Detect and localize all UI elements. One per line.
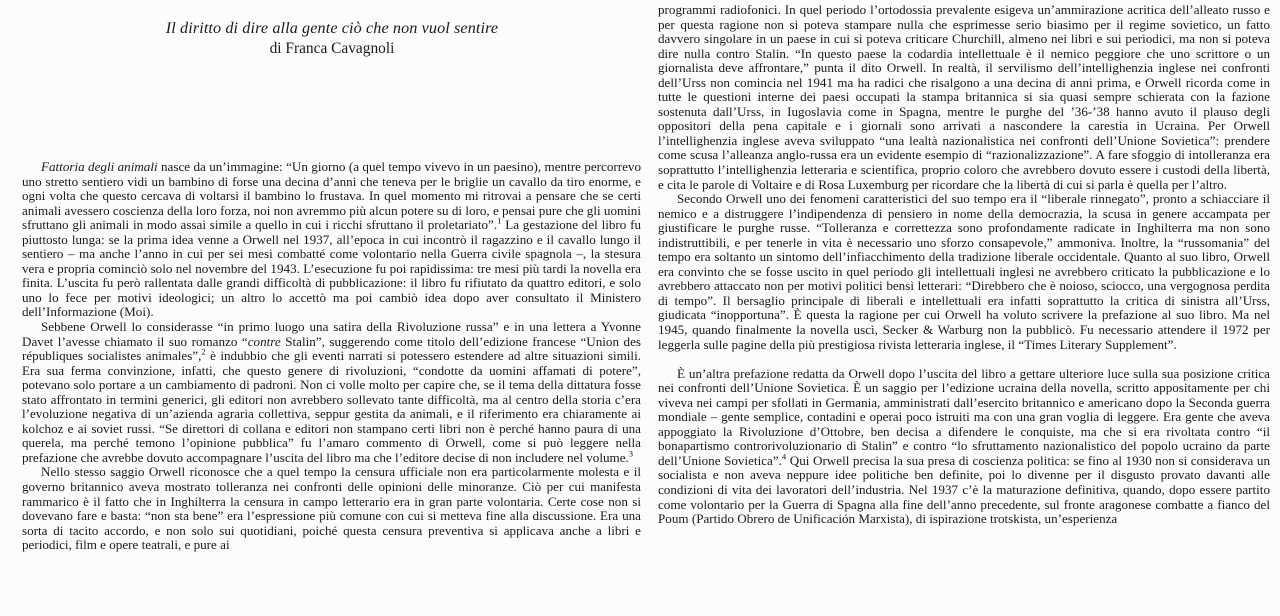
- italic-text: Fattoria degli animali: [41, 160, 158, 174]
- paragraph: [22, 465, 641, 552]
- paragraph: [658, 192, 1270, 352]
- footnote-marker: 3: [628, 448, 634, 459]
- author-byline: di Franca Cavagnoli: [269, 40, 395, 57]
- footnote-marker: 1: [497, 215, 502, 226]
- left-text-column: [22, 160, 641, 616]
- page-title: Il diritto di dire alla gente ciò che non vuol sentire: [165, 19, 499, 37]
- paragraph: [658, 367, 1270, 527]
- body-text: Stalin”, suggerendo come titolo dell’edizione francese “Union des républiques socialistes animales”,: [22, 333, 641, 364]
- paragraph: [658, 3, 1270, 192]
- paragraph: [22, 320, 641, 465]
- italic-text: contre: [247, 333, 281, 349]
- body-text: Sebbene Orwell lo considerasse “in primo luogo una satira della Rivoluzione russa” e in una lettera a Yvonne Davet l’avesse chiamato il suo romanzo “: [22, 319, 641, 349]
- body-text: Secondo Orwell uno dei fenomeni caratteristici del suo tempo era il “liberale rinnegato”, pronto a schiacciare il nemico e a distruggere l’indipendenza di pensiero in nome della democrazia, la scusa in genere accampata per giustificare le purghe russe. “Tolleranza e correttezza sono profondamente radicate in Inghilterra ma non sono indistruttibili, e per tenerle in vita è necessario uno sforzo consapevole,” ammoniva. Inoltre, la “russomania” del tempo era soltanto un sintomo dell’infiacchimento della tradizione liberale occidentale. Quanto al suo libro, Orwell era convinto che se fosse uscito in quel periodo gli intellettuali inglesi ne avrebbero criticato la pubblicazione e lo avrebbero attaccato non per motivi politici bensì letterari: “Direbbero che è noioso, sciocco, una vergognosa perdita di tempo”. Il bersaglio principale di liberali e intellettuali era infatti soprattutto la critica di sinistra all’Urss, giudicata “inopportuna”. È questa la ragione per cui Orwell ha voluto scrivere la prefazione al suo libro. Ma nel 1945, quando finalmente la novella uscì, Secker & Warburg non la pubblicò. Fu necessario attendere il 1972 per leggerla sulle pagine della più prestigiosa rivista letteraria inglese, il “Times Literary Supplement”.: [658, 191, 1270, 352]
- footnote-marker: 2: [201, 346, 206, 357]
- body-text: Nello stesso saggio Orwell riconosce che a quel tempo la censura ufficiale non era particolarmente molesta e il governo britannico aveva mostrato tolleranza nei confronti delle opinioni delle minoranze. Ciò per cui manifesta rammarico è il fatto che in Inghilterra la censura in campo letterario era in gran parte volontaria. Certe cose non si dovevano fare e basta: “non sta bene” era l’espressione più comune con cui si metteva fine alla discussione. Era una sorta di tacito accordo, e non solo sui quotidiani, poiché questa censura preventiva si applicava anche a libri e periodici, film e opere teatrali, e pure ai: [22, 464, 641, 553]
- paragraph: [22, 160, 641, 320]
- body-text: È un’altra prefazione redatta da Orwell dopo l’uscita del libro a gettare ulteriore luce sulla sua posizione critica nei confronti dell’Unione Sovietica. È un saggio per l’edizione ucraina della novella, scritto appositamente per chi viveva nei campi per sfollati in Germania, amministrati dall’esercito britannico e americano dopo la Seconda guerra mondiale – gente semplice, contadini e operai poco istruiti ma con una gran voglia di leggere. Era gente che aveva appoggiato la Rivoluzione d’Ottobre, ben decisa a difendere le conquiste, ma che si era rivoltata contro “il bonapartismo controrivoluzionario di Stalin” e contro “lo sfruttamento nazionalistico del popolo ucraino da parte dell’Unione Sovietica”.: [658, 365, 1270, 468]
- body-text: è indubbio che gli eventi narrati si potessero estendere ad altre situazioni simili. Era sua ferma convinzione, infatti, che questo genere di rivoluzioni, “condotte da uomini affamati di potere”, potevano solo portare a un cambiamento di padroni. Non ci volle molto per capire che, se il tema della dittatura fosse stato affrontato in termini generici, gli editori non avrebbero sollevato tante difficoltà, ma al centro della storia c’era l’evoluzione negativa di un’azienda agraria collettiva, seppur gestita da animali, e il riferimento era chiaramente ai kolchoz e ai soviet russi. “Se direttori di collana e editori non stampano certi libri non è perché hanno paura di una querela, ma perché temono l’opinione pubblica” fu l’amaro commento di Orwell, come si può leggere nella prefazione che avrebbe dovuto accompagnare l’uscita del libro ma che l’editore decise di non includere nel volume.: [22, 348, 641, 465]
- body-text: nasce da un’immagine: “Un giorno (a quel tempo vivevo in un paesino), mentre percorrevo uno stretto sentiero vidi un bambino di forse una decina d’anni che teneva per le briglie un cavallo da tiro enorme, e ogni volta che questo cercava di voltarsi il bambino lo frustava. In quel momento mi ritrovai a pensare che se certi animali avessero coscienza della loro forza, noi non avremmo più alcun potere su di loro, e pensai pure che gli uomini sfruttano gli animali in modo assai simile a quello in cui i ricchi sfruttano il proletariato”.: [22, 160, 641, 233]
- title-block: [22, 18, 642, 59]
- body-text: La gestazione del libro fu piuttosto lunga: se la prima idea venne a Orwell nel 1937, all’epoca in cui incontrò il ragazzino e il cavallo lungo il sentiero – ma anche l’anno in cui per sei mesi combatté come volontario nella Guerra civile spagnola –, la stesura vera e propria cominciò solo nel novembre del 1943. L’esecuzione fu poi rapidissima: tre mesi più tardi la novella era finita. L’uscita fu però rallentata dalle grandi difficoltà di pubblicazione: il libro fu rifiutato da quattro editori, e solo uno lo fece per motivi ideologici; un altro lo accettò ma poi cambiò idea dopo aver consultato il Ministero dell’Informazione (Moi).: [22, 217, 641, 320]
- footnote-marker: 4: [781, 451, 787, 462]
- body-text: Qui Orwell precisa la sua presa di coscienza politica: se fino al 1930 non si considerava un socialista e non aveva neppure idee politiche ben definite, poi lo divenne per il disgusto provato davanti alle condizioni di vita dei lavoratori dell’industria. Nel 1937 c’è la maturazione definitiva, quando, dopo essere partito come volontario per la Guerra di Spagna alla fine dell’anno precedente, sul fronte aragonese combatte a fianco del Poum (Partido Obrero de Unificación Marxista), di ispirazione trotskista, un’esperienza: [658, 452, 1270, 527]
- body-text: programmi radiofonici. In quel periodo l’ortodossia prevalente esigeva un’ammirazione acritica dell’alleato russo e per questa ragione non si poteva stampare nulla che esprimesse serio biasimo per il regime sovietico, un fatto davvero singolare in un paese in cui si poteva criticare Churchill, almeno nei libri e sui periodici, ma non si poteva dire nulla contro Stalin. “In questo paese la codardia intellettuale è il nemico peggiore che uno scrittore o un giornalista deve affrontare,” punta il dito Orwell. In realtà, il servilismo dell’intellighenzia inglese nei confronti dell’Urss non comincia nel 1941 ma ha radici che risalgono a una decina di anni prima, e Orwell ricorda come in tutte le questioni interne dei paesi occupati la stampa britannica si sia quasi sempre schierata con la fazione sostenuta dall’Urss, in Iugoslavia come in Spagna, mentre le purghe del ’36-’38 hanno avuto il plauso degli oppositori della pena capitale e i giornali sono arrivati a nascondere la carestia in Ucraina. Per Orwell l’intellighenzia inglese aveva sviluppato “una lealtà nazionalistica nei confronti dell’Unione Sovietica”: prendere come scusa l’alleanza anglo-russa era un evidente esempio di “razionalizzazione”. A fare sfoggio di intolleranza era soprattutto l’intellighenzia letteraria e scientifica, proprio coloro che avrebbero dovuto essere i custodi della libertà, e cita le parole di Voltaire e di Rosa Luxemburg per ricordare che la libertà di cui si parla è quella per l’altro.: [658, 3, 1270, 192]
- right-text-column: [658, 3, 1270, 616]
